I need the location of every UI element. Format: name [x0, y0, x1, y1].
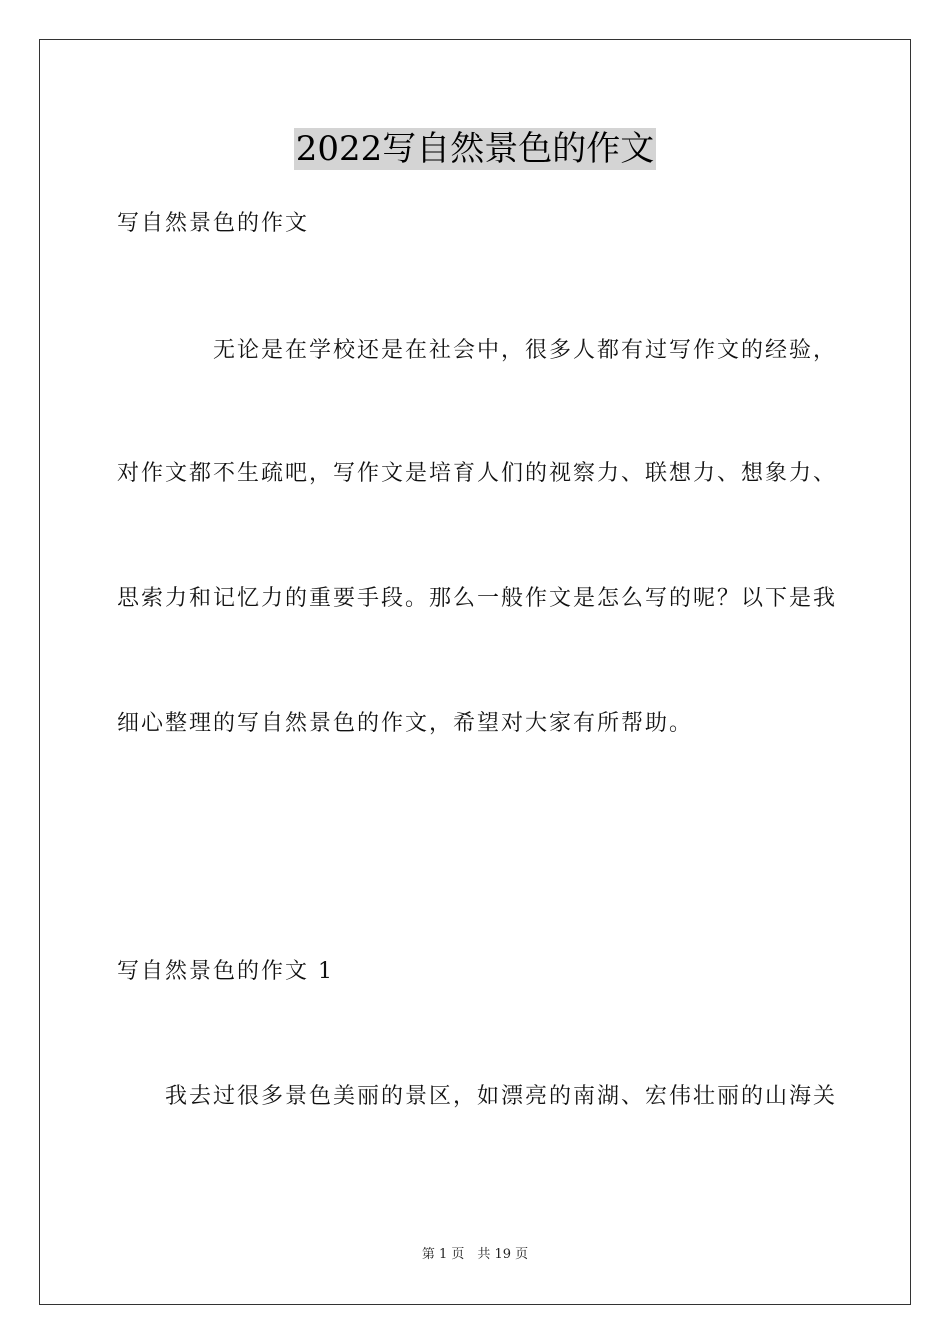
intro-line-1: 无论是在学校还是在社会中，很多人都有过写作文的经验，	[213, 338, 838, 363]
title-container	[0, 128, 950, 170]
document-subtitle: 写自然景色的作文	[117, 211, 310, 236]
section-line-1: 我去过很多景色美丽的景区，如漂亮的南湖、宏伟壮丽的山海关	[165, 1084, 838, 1109]
intro-line-3: 思索力和记忆力的重要手段。那么一般作文是怎么写的呢？以下是我	[117, 586, 838, 611]
intro-line-4: 细心整理的写自然景色的作文，希望对大家有所帮助。	[117, 711, 694, 736]
section-heading: 写自然景色的作文 1	[117, 959, 334, 984]
intro-line-2: 对作文都不生疏吧，写作文是培育人们的视察力、联想力、想象力、	[117, 461, 838, 486]
page-number-footer: 第 1 页 共 19 页	[421, 1247, 529, 1262]
document-title: 2022写自然景色的作文	[295, 129, 655, 169]
